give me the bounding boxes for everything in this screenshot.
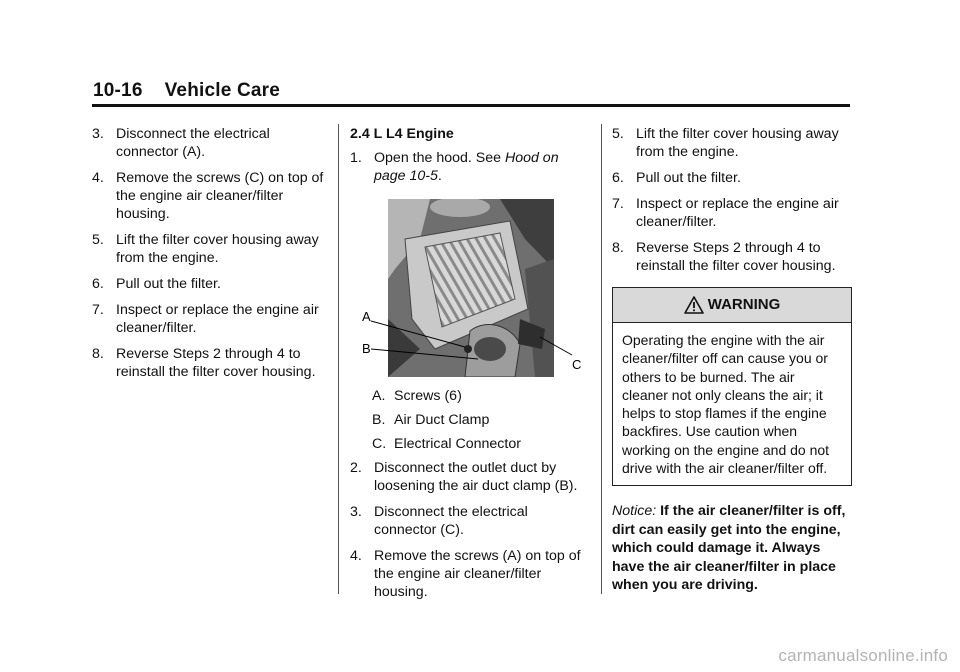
page-number: 10-16 [93, 80, 143, 101]
step-text: Pull out the filter. [636, 170, 741, 186]
engine-heading: 2.4 L L4 Engine [350, 126, 454, 142]
step-item [350, 547, 590, 601]
warning-body: Operating the engine with the air cleaner/filter off can cause you or others to be burned. The air cleaner not only cleans the air; it helps to stop flames if the engine backfires. Use caution when working on the engine and do not drive with the air cleaner/filter off. [622, 332, 830, 477]
step-text: Remove the screws (C) on top of the engine air cleaner/filter housing. [116, 170, 324, 222]
step-text: Inspect or replace the engine air cleaner/filter. [116, 302, 319, 336]
step-text: Pull out the filter. [116, 276, 221, 292]
cross-reference-link[interactable]: Hood on page 10-5 [374, 150, 559, 184]
legend-key: A. [372, 388, 386, 404]
engine-figure [350, 199, 590, 377]
column-divider-2 [601, 124, 602, 594]
figure-legend [350, 387, 590, 453]
step-number: 8. [92, 346, 104, 362]
legend-item [372, 387, 590, 405]
column-divider-1 [338, 124, 339, 594]
legend-text: Electrical Connector [394, 436, 521, 452]
legend-key: B. [372, 412, 386, 428]
step-number: 5. [612, 126, 624, 142]
step-item [612, 239, 854, 275]
step-text: Disconnect the electrical connector (A). [116, 126, 270, 160]
step-item [350, 459, 590, 495]
legend-text: Screws (6) [394, 388, 462, 404]
step-item [92, 231, 327, 267]
step-item [350, 503, 590, 539]
step-item [612, 195, 854, 231]
step-item [612, 169, 854, 187]
step-number: 6. [612, 170, 624, 186]
step-number: 8. [612, 240, 624, 256]
page-header [93, 80, 280, 102]
step-text: Lift the filter cover housing away from the engine. [636, 126, 839, 160]
section-title: Vehicle Care [164, 80, 281, 101]
step-text: Reverse Steps 2 through 4 to reinstall the filter cover housing. [116, 346, 316, 380]
step-text: Reverse Steps 2 through 4 to reinstall the filter cover housing. [636, 240, 836, 274]
notice-text: If the air cleaner/filter is off, dirt can easily get into the engine, which could damage it. Always have the air cleaner/filter in place when you are driving. [612, 503, 846, 594]
warning-triangle-icon [684, 296, 704, 314]
step-text: Disconnect the electrical connector (C). [374, 504, 528, 538]
engine-bay-illustration [350, 199, 590, 377]
column-3 [612, 125, 854, 595]
step-number: 3. [92, 126, 104, 142]
step-text: Open the hood. See [374, 150, 505, 166]
step-text: Disconnect the outlet duct by loosening the air duct clamp (B). [374, 460, 578, 494]
step-item [92, 275, 327, 293]
legend-key: C. [372, 436, 387, 452]
callout-c: C [572, 357, 582, 372]
step-number: 7. [92, 302, 104, 318]
step-number: 7. [612, 196, 624, 212]
legend-item [372, 435, 590, 453]
step-text: Remove the screws (A) on top of the engine air cleaner/filter housing. [374, 548, 581, 600]
warning-title: WARNING [707, 296, 781, 313]
step-number: 1. [350, 150, 362, 166]
step-number: 2. [350, 460, 362, 476]
step-number: 4. [350, 548, 362, 564]
notice-paragraph [612, 502, 854, 595]
step-text-end: . [437, 168, 442, 184]
step-item [92, 169, 327, 223]
step-number: 5. [92, 232, 104, 248]
header-rule [92, 104, 850, 107]
step-number: 4. [92, 170, 104, 186]
notice-label: Notice: [612, 503, 657, 520]
step-item [92, 345, 327, 381]
warning-box [612, 287, 852, 486]
step-item [92, 301, 327, 337]
watermark-text: carmanualsonline.info [778, 646, 948, 665]
column-1 [92, 125, 327, 389]
legend-item [372, 411, 590, 429]
step-text: Inspect or replace the engine air cleaner/filter. [636, 196, 839, 230]
column-2 [350, 125, 590, 609]
step-number: 3. [350, 504, 362, 520]
callout-b: B [362, 341, 371, 356]
step-number: 6. [92, 276, 104, 292]
step-item [612, 125, 854, 161]
step-item [92, 125, 327, 161]
step-item [350, 149, 590, 185]
callout-a: A [362, 309, 371, 324]
warning-header [613, 288, 851, 323]
step-text: Lift the filter cover housing away from the engine. [116, 232, 319, 266]
legend-text: Air Duct Clamp [394, 412, 490, 428]
